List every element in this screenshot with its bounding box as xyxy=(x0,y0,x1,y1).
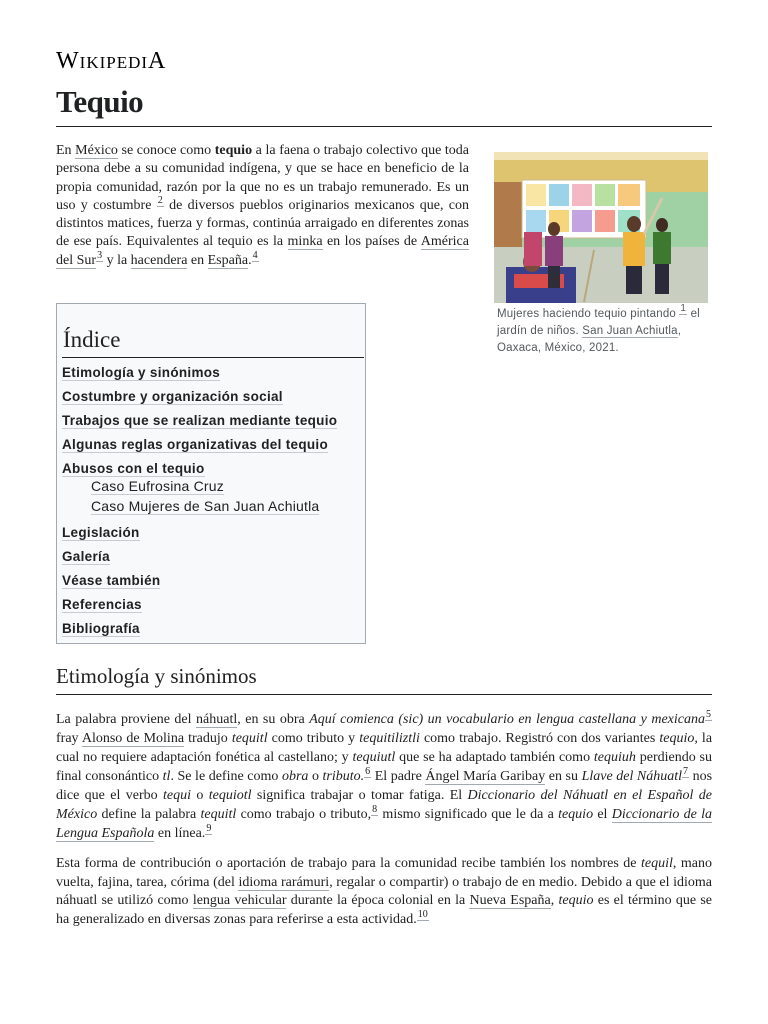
ref-1[interactable]: 1 xyxy=(680,303,687,314)
ref-2[interactable]: 2 xyxy=(157,194,163,206)
link-minka[interactable]: minka xyxy=(287,234,323,250)
link-espana[interactable]: España xyxy=(207,252,249,268)
toc-item[interactable]: Legislación xyxy=(62,525,140,540)
toc-item[interactable]: Referencias xyxy=(62,597,142,612)
ref-8[interactable]: 8 xyxy=(372,804,378,815)
link-mexico[interactable]: México xyxy=(75,143,118,158)
section-heading: Etimología y sinónimos xyxy=(56,664,257,688)
title-divider xyxy=(56,126,712,127)
link-alonso-de-molina[interactable]: Alonso de Molina xyxy=(81,731,185,746)
infobox-figure xyxy=(494,152,708,357)
photo-illustration xyxy=(494,152,708,303)
wikipedia-wordmark[interactable]: WIKIPEDIA xyxy=(56,48,167,74)
ref-5[interactable]: 5 xyxy=(706,709,711,720)
toc-item[interactable]: Bibliografía xyxy=(62,621,140,636)
bold-term: tequio xyxy=(214,143,253,158)
toc-item[interactable]: Abusos con el tequio xyxy=(62,461,205,476)
link-san-juan-achiutla[interactable]: San Juan Achiutla xyxy=(582,325,678,337)
toc-heading: Índice xyxy=(63,327,121,352)
ref-4[interactable]: 4 xyxy=(252,249,258,261)
page-title: Tequio xyxy=(56,84,144,119)
toc-item[interactable]: Trabajos que se realizan mediante tequio xyxy=(62,413,338,428)
ref-9[interactable]: 9 xyxy=(206,823,212,834)
toc-item[interactable]: Algunas reglas organizativas del tequio xyxy=(62,437,329,452)
toc-divider xyxy=(62,357,364,358)
toc-subitem[interactable]: Caso Eufrosina Cruz xyxy=(91,478,224,494)
table-of-contents xyxy=(56,303,366,644)
paragraph: La palabra proviene del náhuatl, en su obra Aquí comienca (sic) un vocabulario en lengua castellana y mexicana$^5$ fray Alonso de Molina tradujo tequitl como tributo y tequitiliztli como trabajo. Registró con dos variantes tequio, la cual no requiere adaptación fonética al castellano; y tequiutl que se ha adaptado también como tequiuh perdiendo su final consonántico tl. Se le define como obra o tributo.$^6$ El padre Ángel María Garibay en su Llave del Náhuatl$^7$ nos dice que el verbo tequi o tequiotl significa trabajar o tomar fatiga. El Diccionario del Náhuatl en el Español de México define la palabra tequitl como trabajo o tributo,$^8$ mismo significado que le da a tequio el Diccionario de la Lengua Española en línea.$^9$ xyxy=(56,709,713,841)
link-nueva-espana[interactable]: Nueva España xyxy=(469,893,551,908)
figure-caption: Mujeres haciendo tequio pintando $^1$ el jardín de niños. San Juan Achiutla, Oaxaca, México, 2021. xyxy=(497,303,700,354)
ref-7[interactable]: 7 xyxy=(683,766,689,777)
link-angel-maria-garibay[interactable]: Ángel María Garibay xyxy=(425,769,546,784)
toc-item[interactable]: Costumbre y organización social xyxy=(62,389,283,404)
ref-10[interactable]: 10 xyxy=(417,908,428,920)
ref-6[interactable]: 6 xyxy=(365,766,371,777)
tequio-photo[interactable] xyxy=(494,152,708,303)
link-idioma-raramuri[interactable]: idioma rarámuri xyxy=(238,874,330,890)
paragraph: Esta forma de contribución o aportación de trabajo para la comunidad recibe también los nombres de tequil, mano vuelta, fajina, tarea, córima (del idioma rarámuri, regalar o compartir) o trabajo de en medio. Debido a que el idioma náhuatl se utilizó como lengua vehicular durante la época colonial en la Nueva España, tequio es el término que se ha generalizado en diversas zonas para referirse a esta actividad.$^{10}$ xyxy=(56,856,713,927)
link-diccionario-lengua-espanola[interactable]: Diccionario de la Lengua Española xyxy=(56,807,713,841)
toc-item[interactable]: Etimología y sinónimos xyxy=(62,365,221,380)
section-divider xyxy=(56,694,712,695)
lead-paragraph: En México se conoce como tequio a la faena o trabajo colectivo que toda persona debe a su comunidad indígena, y que se hace en beneficio de la propia comunidad, razón por la que no es un trabajo remunerado. Es un uso y costumbre $^2$ de diversos pueblos originarios mexicanos que, con distintos matices, fuerza y formas, continúa arraigado en diferentes zonas de ese país. Equivalentes al tequio es la minka en los países de América del Sur$^3$ y la hacendera en España.$^4$ xyxy=(56,143,470,268)
link-nahuatl[interactable]: náhuatl xyxy=(196,712,238,727)
link-hacendera[interactable]: hacendera xyxy=(130,252,188,268)
toc-subitem[interactable]: Caso Mujeres de San Juan Achiutla xyxy=(91,498,320,514)
link-america-del-sur[interactable]: América del Sur xyxy=(56,234,469,268)
toc-item[interactable]: Galería xyxy=(62,549,110,564)
toc-item[interactable]: Véase también xyxy=(62,573,161,588)
link-lengua-vehicular[interactable]: lengua vehicular xyxy=(192,893,287,908)
ref-3[interactable]: 3 xyxy=(97,249,103,261)
